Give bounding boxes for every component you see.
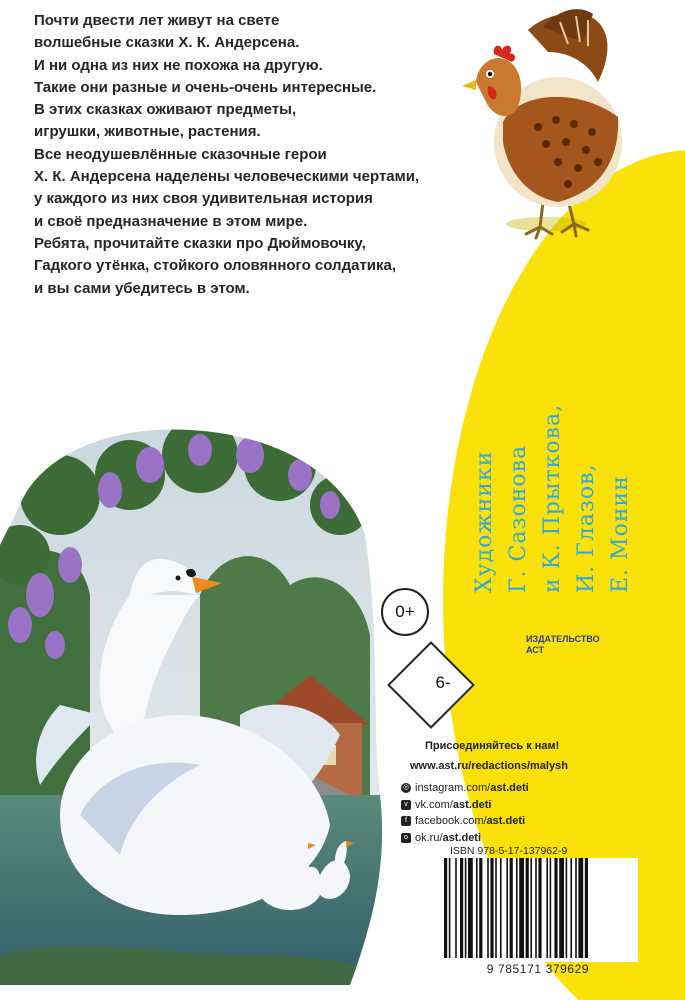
social-link-vk[interactable] bbox=[401, 797, 529, 814]
hen-illustration bbox=[448, 2, 623, 242]
barcode bbox=[438, 858, 638, 962]
publisher-logo bbox=[526, 634, 626, 656]
social-handle: ast.deti bbox=[452, 798, 492, 811]
barcode-bar bbox=[460, 858, 463, 958]
barcode-bar bbox=[506, 858, 508, 958]
social-prefix: instagram.com/ bbox=[415, 782, 491, 794]
intro-line: Ребята, прочитайте сказки про Дюймовочку, bbox=[34, 234, 366, 252]
barcode-bar bbox=[500, 858, 502, 958]
barcode-bar bbox=[444, 858, 447, 958]
social-handle: ast.deti bbox=[442, 831, 482, 844]
intro-line: Х. К. Андерсена наделены человеческими чертами, bbox=[34, 168, 420, 186]
social-link-facebook[interactable] bbox=[401, 813, 529, 830]
intro-line: Гадкого утёнка, стойкого оловянного солдатика, bbox=[34, 257, 397, 275]
barcode-bar bbox=[559, 858, 564, 958]
vk-icon: v bbox=[401, 800, 411, 810]
intro-paragraph bbox=[34, 10, 434, 300]
facebook-icon: f bbox=[401, 816, 411, 826]
intro-line: и вы сами убедитесь в этом. bbox=[34, 279, 250, 297]
social-prefix: vk.com/ bbox=[415, 798, 453, 811]
barcode-bar bbox=[455, 858, 457, 958]
swan-illustration bbox=[0, 395, 395, 1000]
artist-line: и К. Прыткова, bbox=[540, 403, 565, 593]
social-prefix: facebook.com/ bbox=[415, 815, 487, 827]
artist-line: Е. Монин bbox=[608, 475, 633, 593]
age-group-label: 6- bbox=[435, 673, 451, 692]
artist-line: И. Глазов, bbox=[574, 463, 599, 593]
intro-line: И ни одна из них не похожа на другую. bbox=[34, 56, 323, 74]
instagram-icon: ◎ bbox=[402, 784, 410, 792]
social-link-ok[interactable] bbox=[401, 830, 529, 847]
barcode-bar bbox=[585, 858, 588, 958]
barcode-bar bbox=[526, 858, 529, 958]
barcode-bar bbox=[516, 858, 518, 958]
social-prefix: ok.ru/ bbox=[415, 831, 443, 844]
intro-line: Почти двести лет живут на свете bbox=[34, 12, 280, 29]
age-rating-badge: 0+ bbox=[381, 588, 429, 636]
barcode-digits: 9 785171 379629 bbox=[486, 962, 590, 976]
ok-icon: o bbox=[401, 833, 411, 843]
illustrators-credit bbox=[470, 333, 633, 593]
social-handle: ast.deti bbox=[486, 815, 526, 827]
barcode-bar bbox=[538, 858, 541, 958]
barcode-bar bbox=[479, 858, 482, 958]
barcode-bar bbox=[510, 858, 513, 958]
social-link-instagram[interactable] bbox=[401, 780, 529, 797]
barcode-bar bbox=[566, 858, 568, 958]
publisher-line2: АСТ bbox=[526, 645, 545, 655]
intro-line: Такие они разные и очень-очень интересные. bbox=[34, 78, 377, 96]
barcode-bar bbox=[535, 858, 537, 958]
website-link[interactable]: www.ast.ru/redactions/malysh bbox=[410, 760, 568, 772]
barcode-bar bbox=[490, 858, 493, 958]
barcode-bar bbox=[495, 858, 497, 958]
intro-line: игрушки, животные, растения. bbox=[34, 123, 261, 141]
barcode-bar bbox=[554, 858, 557, 958]
artists-heading: Художники bbox=[472, 450, 497, 593]
artist-line: Г. Сазонова bbox=[506, 444, 531, 593]
barcode-bar bbox=[487, 858, 489, 958]
barcode-bar bbox=[550, 858, 552, 958]
barcode-bar bbox=[519, 858, 524, 958]
barcode-bar bbox=[578, 858, 583, 958]
intro-line: Все неодушевлённые сказочные герои bbox=[34, 145, 327, 163]
barcode-bar bbox=[449, 858, 451, 958]
intro-line: у каждого из них своя удивительная история bbox=[34, 190, 373, 208]
barcode-bar bbox=[476, 858, 478, 958]
barcode-bar bbox=[468, 858, 473, 958]
publisher-line1: ИЗДАТЕЛЬСТВО bbox=[526, 634, 600, 644]
join-us-text: Присоединяйтесь к нам! bbox=[425, 740, 560, 752]
intro-line: и своё предназначение в этом мире. bbox=[34, 212, 308, 230]
barcode-bar bbox=[575, 858, 577, 958]
intro-line: В этих сказках оживают предметы, bbox=[34, 101, 297, 119]
social-links bbox=[401, 780, 529, 846]
barcode-bar bbox=[530, 858, 532, 958]
barcode-bar bbox=[546, 858, 548, 958]
social-handle: ast.deti bbox=[490, 782, 529, 794]
barcode-bar bbox=[570, 858, 572, 958]
barcode-bar bbox=[465, 858, 467, 958]
intro-line: волшебные сказки Х. К. Андерсена. bbox=[34, 34, 300, 52]
isbn-number: ISBN 978-5-17-137962-9 bbox=[450, 845, 568, 857]
